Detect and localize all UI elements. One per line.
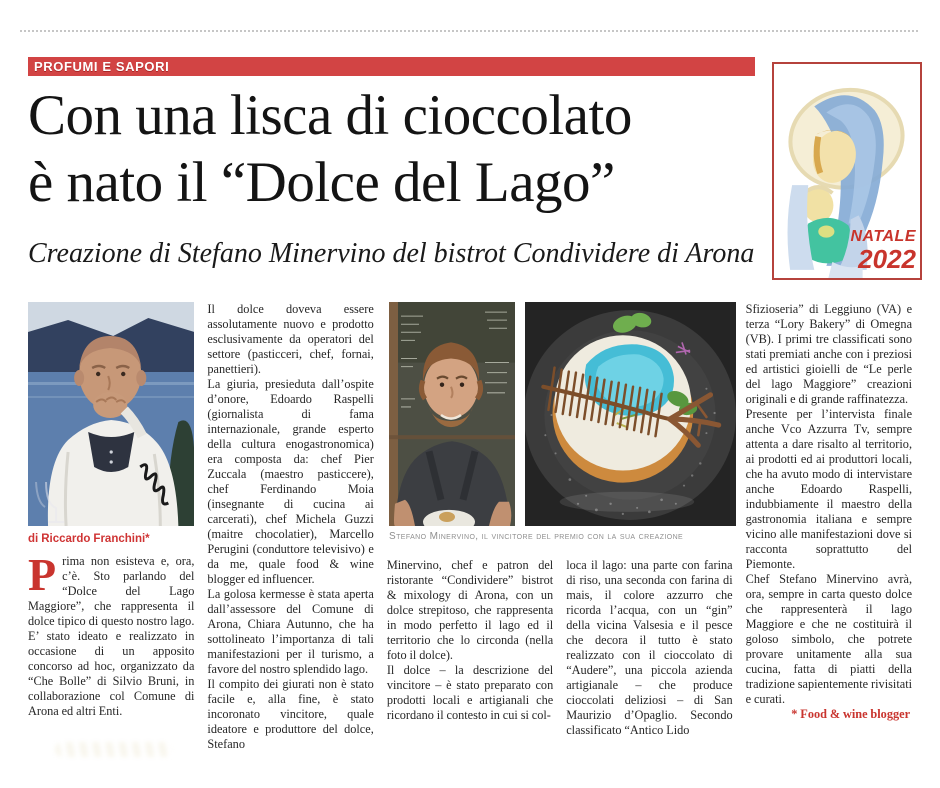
photo-dolce-del-lago bbox=[525, 302, 736, 526]
headline-line1: Con una lisca di cioccolato bbox=[28, 84, 632, 147]
paragraph-col1 bbox=[28, 549, 195, 719]
paragraph: Minervino, chef e patron del ristorante “Condividere” bistrot & mixology di Arona, con un dolce strepitoso, che rappresenta in modo perfetto il lago ed il territorio che lo circonda (nella foto il dolce). bbox=[386, 558, 554, 662]
subtitle: Creazione di Stefano Minervino del bistrot Condividere di Arona bbox=[28, 238, 755, 269]
natale-badge bbox=[772, 62, 922, 280]
photo-riccardo-franchini bbox=[28, 302, 194, 526]
middle-photos bbox=[389, 302, 736, 542]
byline: di Riccardo Franchini* bbox=[28, 533, 150, 545]
paragraph: Il compito dei giurati non è stato facile e, alla fine, è stato incoronato vincitore, quale ideatore e produttore del dolce, Stefano bbox=[207, 677, 374, 751]
paragraph: Il dolce – la descrizione del vincitore – è stato preparato con prodotti locali e artigianali che ricordano il contesto in cui si col- bbox=[386, 663, 554, 722]
paragraph: Sfizioseria” di Leggiuno (VA) e terza “Lory Bakery” di Omegna (VB). I primi tre classificati sono stati premiati anche con i preziosi ed artistici gioielli de “Le perle del lago Maggiore” creazioni originali e di grande raffinatezza. bbox=[745, 302, 913, 406]
badge-year: 2022 bbox=[858, 244, 916, 274]
photo-row bbox=[389, 302, 736, 526]
badge-title: NATALE bbox=[850, 228, 916, 245]
headline-line2: è nato il “Dolce del Lago” bbox=[28, 151, 615, 214]
column-2 bbox=[207, 302, 373, 752]
column-1 bbox=[28, 302, 194, 752]
headline bbox=[28, 82, 776, 216]
ghost-watermark bbox=[55, 742, 173, 757]
drop-cap: P bbox=[28, 549, 57, 600]
paragraph: Il dolce doveva essere assolutamente nuovo e prodotto esclusivamente da operatori del settore (pasticceri, chef, fornai, panettieri). bbox=[207, 302, 374, 376]
photo-caption: Stefano Minervino, il vincitore del premio con la sua creazione bbox=[389, 531, 684, 542]
badge-text bbox=[850, 229, 916, 272]
section-kicker-bar bbox=[28, 57, 755, 76]
section-kicker-label: PROFUMI E SAPORI bbox=[34, 59, 170, 74]
photo-stefano-minervino bbox=[389, 302, 515, 526]
top-dotted-rule bbox=[20, 30, 918, 32]
author-credit: * Food & wine blogger bbox=[791, 707, 911, 721]
paragraph-text: rima non esisteva e, ora, c’è. Sto parlando del “Dolce del Lago Maggiore”, che rappresenta il dolce tipico di questo nostro lago. E’ stato ideato e realizzato in occasione di un apposito concorso ad hoc, organizzato da “Che Bolle” di Silvio Bruni, in collaborazione col Comune di Arona ed altri Enti. bbox=[28, 554, 195, 718]
paragraph: La giuria, presieduta dall’ospite d’onore, Edoardo Raspelli (giornalista di fama internazionale, grande esperto della cultura enogastronomica) era composta da: chef Pier Zuccala (maestro pasticcere), chef Ferdinando Moia (insegnante di cucina ai carcerati), chef Michela Guzzi (maitre chocolatier), Marcello Perugini (conduttore televisivo) e da me, quale food & wine blogger ed influencer. bbox=[207, 377, 374, 586]
paragraph: Chef Stefano Minervino avrà, ora, sempre in carta questo dolce che rappresenterà il lago Maggiore e che ne costituirà il goloso simbolo, che potrete provare unitamente alla sua cucina, fatta di piatti della tradizione sapientemente rivisitati e curati. bbox=[745, 572, 913, 706]
column-5 bbox=[746, 302, 912, 752]
paragraph: Presente per l’intervista finale anche Vco Azzurra Tv, sempre attenta a dare risalto al territorio, ai prodotti ed ai produttori locali, che ha avuto modo di intervistare anche Edoardo Raspelli, indubbiamente il maestro della gastronomia italiana e sempre vicino alle manifestazioni dove si racconta soprattutto del Piemonte. bbox=[745, 407, 913, 571]
paragraph: La golosa kermesse è stata aperta dall’assessore del Comune di Arona, Chiara Autunno, che ha sottolineato l’importanza di tali manifestazioni per il turismo, a favore del nostro splendido lago. bbox=[207, 587, 374, 676]
paragraph: loca il lago: una parte con farina di riso, una seconda con farina di mais, il colore azzurro che ricorda l’acqua, con un “gin” della vicina Valsesia e il pesce che decora il tutto è stato realizzato con il cioccolato di “Audere”, una piccola azienda artigianale – che produce cioccolati deliziosi – di San Maurizio d’Opaglio. Secondo classificato “Antico Lido bbox=[566, 558, 733, 737]
